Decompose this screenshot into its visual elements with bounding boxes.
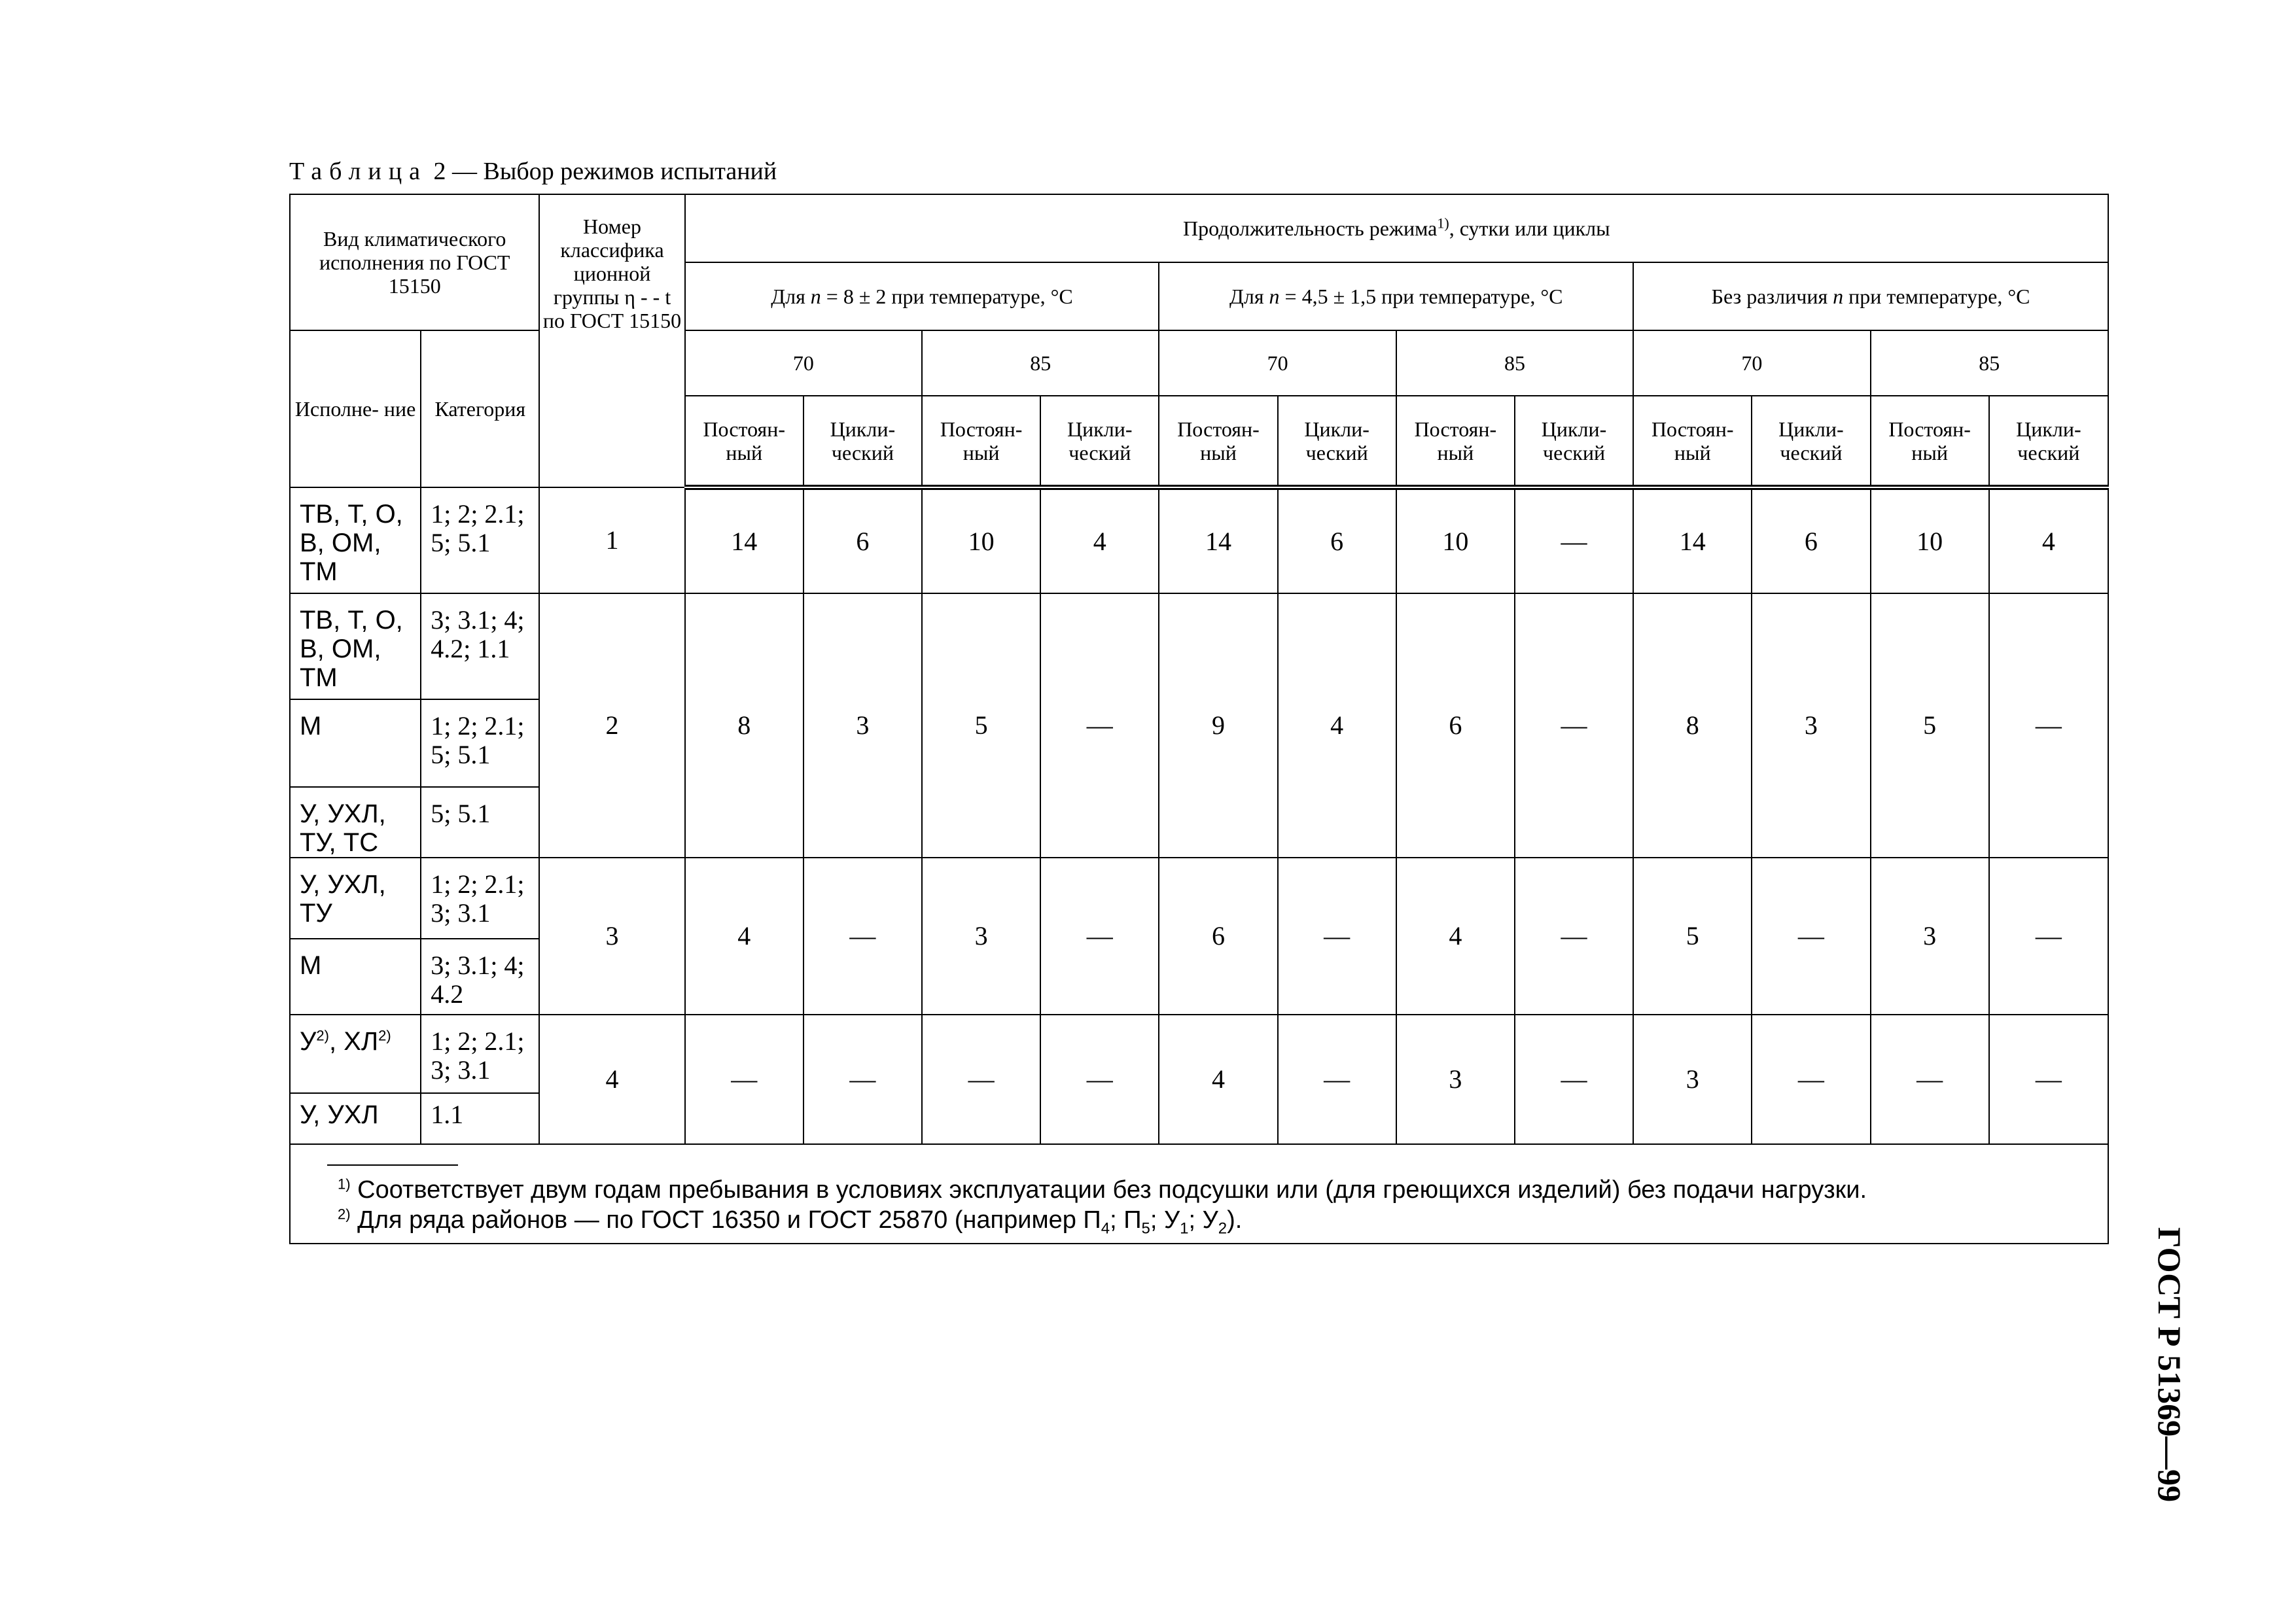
value-cell: 6	[1752, 487, 1870, 593]
table-caption	[289, 156, 777, 187]
variant-cell: ТВ, Т, О, В, ОМ, ТМ	[290, 487, 421, 593]
value-cell: 4	[1040, 487, 1159, 593]
value-cell: 5	[922, 593, 1040, 858]
footnote-ref-2: 2)	[378, 1027, 391, 1044]
cond-text: Для	[771, 285, 811, 308]
caption-word: Таблица	[289, 158, 428, 185]
footnote-subscript: 4	[1101, 1219, 1110, 1238]
variant-text: У	[300, 1027, 317, 1056]
header-temp: 70	[685, 330, 922, 396]
footnote-subscript: 2	[1218, 1219, 1227, 1238]
cond-text: = 4,5 ± 1,5 при температуре, °С	[1279, 285, 1563, 308]
variant-cell: У, УХЛ	[290, 1093, 421, 1144]
group-cell: 2	[539, 593, 684, 858]
footnote-ref-1: 1)	[1437, 215, 1449, 232]
header-variant: Исполне- ние	[290, 330, 421, 487]
footnote-text: Соответствует двум годам пребывания в условиях эксплуатации без подсушки или (для греющихся изделий) без подачи нагрузки.	[350, 1176, 1867, 1204]
footnote-subscript: 5	[1141, 1219, 1150, 1238]
header-temp: 85	[922, 330, 1159, 396]
footnote-mark: 1)	[338, 1176, 351, 1193]
value-cell: 3	[922, 858, 1040, 1015]
category-cell: 3; 3.1; 4; 4.2; 1.1	[421, 593, 539, 699]
value-cell: —	[1989, 858, 2108, 1015]
value-cell: —	[1040, 1015, 1159, 1144]
value-cell: 6	[804, 487, 922, 593]
variant-cell: У, УХЛ, ТУ	[290, 858, 421, 939]
header-temp: 85	[1871, 330, 2109, 396]
document-designation: ГОСТ Р 51369—99	[2151, 1227, 2188, 1503]
value-cell: —	[1515, 1015, 1633, 1144]
value-cell: 14	[1159, 487, 1277, 593]
header-cond-3	[1633, 262, 2108, 330]
value-cell: 3	[1633, 1015, 1752, 1144]
header-mode: Постоян- ный	[1633, 396, 1752, 487]
value-cell: 14	[1633, 487, 1752, 593]
value-cell: 9	[1159, 593, 1277, 858]
footnote-text: ; П	[1110, 1206, 1142, 1234]
header-mode: Постоян- ный	[1396, 396, 1515, 487]
cond-var: n	[810, 285, 821, 308]
value-cell: —	[1278, 858, 1396, 1015]
variant-cell: М	[290, 939, 421, 1015]
header-temp: 85	[1396, 330, 1633, 396]
value-cell: —	[1871, 1015, 1989, 1144]
value-cell: 5	[1633, 858, 1752, 1015]
header-cond-1	[685, 262, 1159, 330]
value-cell: 10	[922, 487, 1040, 593]
cond-text: Без различия	[1711, 285, 1833, 308]
value-cell: —	[1752, 858, 1870, 1015]
group-cell: 4	[539, 1015, 684, 1144]
header-temp: 70	[1633, 330, 1870, 396]
cond-text: Для	[1229, 285, 1269, 308]
cond-var: n	[1833, 285, 1844, 308]
footnote-text: Для ряда районов — по ГОСТ 16350 и ГОСТ 25870 (например П	[350, 1206, 1101, 1234]
category-cell: 1.1	[421, 1093, 539, 1144]
value-cell: —	[1989, 593, 2108, 858]
value-cell: 5	[1871, 593, 1989, 858]
value-cell: —	[1752, 1015, 1870, 1144]
cond-text: при температуре, °С	[1843, 285, 2030, 308]
test-modes-table	[289, 194, 2109, 1244]
header-mode: Постоян- ный	[922, 396, 1040, 487]
group-cell: 3	[539, 858, 684, 1015]
footnote-text: ; У	[1188, 1206, 1218, 1234]
header-mode: Цикли- ческий	[1515, 396, 1633, 487]
category-cell: 5; 5.1	[421, 787, 539, 858]
value-cell: 3	[1871, 858, 1989, 1015]
cond-text: = 8 ± 2 при температуре, °С	[821, 285, 1073, 308]
value-cell: —	[685, 1015, 804, 1144]
header-mode: Постоян- ный	[685, 396, 804, 487]
footnote-rule	[327, 1164, 458, 1166]
header-temp: 70	[1159, 330, 1396, 396]
value-cell: 4	[1278, 593, 1396, 858]
value-cell: —	[922, 1015, 1040, 1144]
value-cell: 6	[1278, 487, 1396, 593]
value-cell: 10	[1396, 487, 1515, 593]
footnote-subscript: 1	[1180, 1219, 1189, 1238]
value-cell: 4	[685, 858, 804, 1015]
header-cond-2	[1159, 262, 1633, 330]
value-cell: —	[1040, 593, 1159, 858]
value-cell: —	[1515, 593, 1633, 858]
variant-cell: ТВ, Т, О, В, ОМ, ТМ	[290, 593, 421, 699]
value-cell: 4	[1159, 1015, 1277, 1144]
header-group: Номер классифика ционной группы η - - t по ГОСТ 15150	[539, 194, 684, 487]
value-cell: 10	[1871, 487, 1989, 593]
footnote-2	[338, 1205, 2108, 1238]
category-cell: 1; 2; 2.1; 5; 5.1	[421, 699, 539, 787]
value-cell: —	[804, 1015, 922, 1144]
header-duration-text: Продолжительность режима	[1183, 217, 1438, 240]
value-cell: —	[1040, 858, 1159, 1015]
header-mode: Постоян- ный	[1871, 396, 1989, 487]
header-mode: Цикли- ческий	[1752, 396, 1870, 487]
header-mode: Цикли- ческий	[1278, 396, 1396, 487]
header-mode: Цикли- ческий	[1040, 396, 1159, 487]
value-cell: 3	[804, 593, 922, 858]
footnote-mark: 2)	[338, 1206, 351, 1223]
header-duration-tail: , сутки или циклы	[1449, 217, 1610, 240]
value-cell: 6	[1396, 593, 1515, 858]
category-cell: 1; 2; 2.1; 3; 3.1	[421, 858, 539, 939]
header-mode: Цикли- ческий	[1989, 396, 2108, 487]
value-cell: 4	[1396, 858, 1515, 1015]
value-cell: 8	[685, 593, 804, 858]
variant-cell: М	[290, 699, 421, 787]
value-cell: 14	[685, 487, 804, 593]
value-cell: —	[804, 858, 922, 1015]
header-duration	[685, 194, 2108, 262]
group-cell: 1	[539, 487, 684, 593]
footnote-text: ; У	[1150, 1206, 1180, 1234]
value-cell: —	[1515, 487, 1633, 593]
category-cell: 3; 3.1; 4; 4.2	[421, 939, 539, 1015]
value-cell: 8	[1633, 593, 1752, 858]
footnotes-cell	[290, 1144, 2108, 1244]
value-cell: —	[1515, 858, 1633, 1015]
header-mode: Постоян- ный	[1159, 396, 1277, 487]
variant-cell	[290, 1015, 421, 1093]
value-cell: 6	[1159, 858, 1277, 1015]
value-cell: —	[1278, 1015, 1396, 1144]
header-climatic: Вид климатического исполнения по ГОСТ 15150	[290, 194, 539, 330]
value-cell: 3	[1396, 1015, 1515, 1144]
category-cell: 1; 2; 2.1; 3; 3.1	[421, 1015, 539, 1093]
value-cell: 3	[1752, 593, 1870, 858]
value-cell: —	[1989, 1015, 2108, 1144]
variant-text: , ХЛ	[328, 1027, 379, 1056]
cond-var: n	[1269, 285, 1280, 308]
category-cell: 1; 2; 2.1; 5; 5.1	[421, 487, 539, 593]
header-mode: Цикли- ческий	[804, 396, 922, 487]
caption-title: 2 — Выбор режимов испытаний	[427, 158, 777, 185]
footnote-1	[338, 1175, 2108, 1205]
header-category: Категория	[421, 330, 539, 487]
footnote-text: ).	[1227, 1206, 1243, 1234]
footnote-ref-2: 2)	[316, 1027, 329, 1044]
value-cell: 4	[1989, 487, 2108, 593]
variant-cell: У, УХЛ, ТУ, ТС	[290, 787, 421, 858]
